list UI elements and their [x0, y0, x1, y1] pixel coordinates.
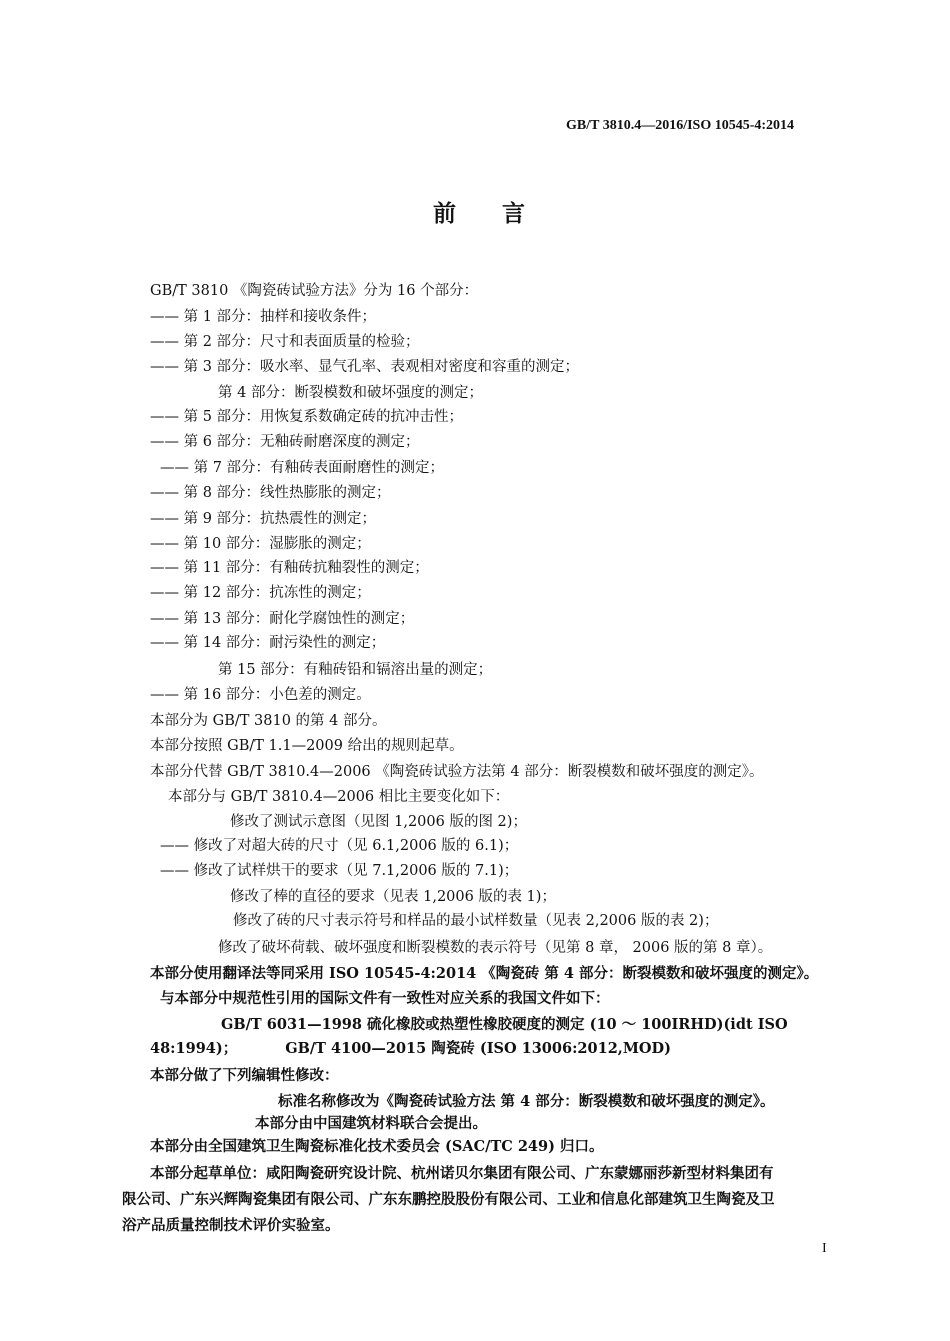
- title-char-2: 言: [502, 201, 525, 227]
- statement-replaces: 本部分代替 GB/T 3810.4—2006 《陶瓷砖试验方法第 4 部分：断裂模数和破坏强度的测定》。: [150, 764, 764, 780]
- page-number: I: [822, 1241, 827, 1256]
- change-item: —— 修改了试样烘干的要求（见 7.1,2006 版的 7.1)；: [160, 863, 519, 879]
- page-title: [433, 203, 525, 226]
- part-item: —— 第 7 部分：有釉砖表面耐磨性的测定；: [160, 460, 445, 476]
- part-item: —— 第 10 部分：湿膨胀的测定；: [150, 536, 371, 552]
- managed-by: 本部分由全国建筑卫生陶瓷标准化技术委员会 (SAC/TC 249) 归口。: [150, 1138, 604, 1155]
- drafting-units-continued: 限公司、广东兴辉陶瓷集团有限公司、广东东鹏控股股份有限公司、工业和信息化部建筑卫生陶瓷及卫: [122, 1191, 775, 1208]
- part-item: 第 4 部分：断裂模数和破坏强度的测定；: [218, 385, 483, 401]
- reference-item: GB/T 6031—1998 硫化橡胶或热塑性橡胶硬度的测定 (10 ～ 100IRHD)(idt ISO: [221, 1016, 788, 1033]
- change-item: 修改了破坏荷载、破坏强度和断裂模数的表示符号（见第 8 章， 2006 版的第 8 章）。: [218, 940, 773, 956]
- reference-intro: 与本部分中规范性引用的国际文件有一致性对应关系的我国文件如下：: [160, 990, 610, 1007]
- part-item: —— 第 12 部分：抗冻性的测定；: [150, 585, 371, 601]
- part-item: —— 第 9 部分：抗热震性的测定；: [150, 511, 377, 527]
- change-item: 修改了测试示意图（见图 1,2006 版的图 2)；: [230, 814, 527, 830]
- part-item: —— 第 13 部分：耐化学腐蚀性的测定；: [150, 611, 415, 627]
- statement-part-of: 本部分为 GB/T 3810 的第 4 部分。: [150, 713, 387, 729]
- part-item: —— 第 14 部分：耐污染性的测定；: [150, 635, 386, 651]
- title-char-1: 前: [433, 201, 456, 227]
- reference-iso-code: 48:1994)；: [150, 1040, 238, 1057]
- change-item: —— 修改了对超大砖的尺寸（见 6.1,2006 版的 6.1)；: [160, 838, 519, 854]
- reference-item: GB/T 4100—2015 陶瓷砖 (ISO 13006:2012,MOD): [285, 1040, 671, 1057]
- part-item: —— 第 1 部分：抽样和接收条件；: [150, 309, 377, 325]
- change-item: 修改了棒的直径的要求（见表 1,2006 版的表 1)；: [230, 889, 556, 905]
- part-item: —— 第 16 部分：小色差的测定。: [150, 687, 371, 703]
- part-item: —— 第 8 部分：线性热膨胀的测定；: [150, 485, 391, 501]
- series-intro: GB/T 3810 《陶瓷砖试验方法》分为 16 个部分：: [150, 283, 479, 299]
- part-item: —— 第 5 部分：用恢复系数确定砖的抗冲击性；: [150, 409, 464, 425]
- drafting-units-continued: 浴产品质量控制技术评价实验室。: [122, 1217, 340, 1234]
- statement-drafted-per: 本部分按照 GB/T 1.1—2009 给出的规则起草。: [150, 738, 464, 754]
- translation-statement: 本部分使用翻译法等同采用 ISO 10545-4:2014 《陶瓷砖 第 4 部分：断裂模数和破坏强度的测定》。: [150, 965, 819, 982]
- editorial-item: 标准名称修改为《陶瓷砖试验方法 第 4 部分：断裂模数和破坏强度的测定》。: [278, 1093, 775, 1110]
- statement-changes-intro: 本部分与 GB/T 3810.4—2006 相比主要变化如下：: [168, 789, 510, 805]
- part-item: —— 第 6 部分：无釉砖耐磨深度的测定；: [150, 434, 420, 450]
- part-item: —— 第 3 部分：吸水率、显气孔率、表观相对密度和容重的测定；: [150, 359, 580, 375]
- reference-item-continued: [150, 1042, 671, 1057]
- proposed-by: 本部分由中国建筑材料联合会提出。: [255, 1115, 487, 1132]
- standard-code-header: GB/T 3810.4—2016/ISO 10545-4:2014: [566, 118, 795, 133]
- change-item: 修改了砖的尺寸表示符号和样品的最小试样数量（见表 2,2006 版的表 2)；: [233, 913, 719, 929]
- part-item: —— 第 11 部分：有釉砖抗釉裂性的测定；: [150, 560, 429, 576]
- drafting-units: 本部分起草单位：咸阳陶瓷研究设计院、杭州诺贝尔集团有限公司、广东蒙娜丽莎新型材料集团有: [150, 1165, 774, 1182]
- part-item: 第 15 部分：有釉砖铅和镉溶出量的测定；: [218, 662, 493, 678]
- editorial-intro: 本部分做了下列编辑性修改：: [150, 1067, 339, 1084]
- part-item: —— 第 2 部分：尺寸和表面质量的检验；: [150, 334, 420, 350]
